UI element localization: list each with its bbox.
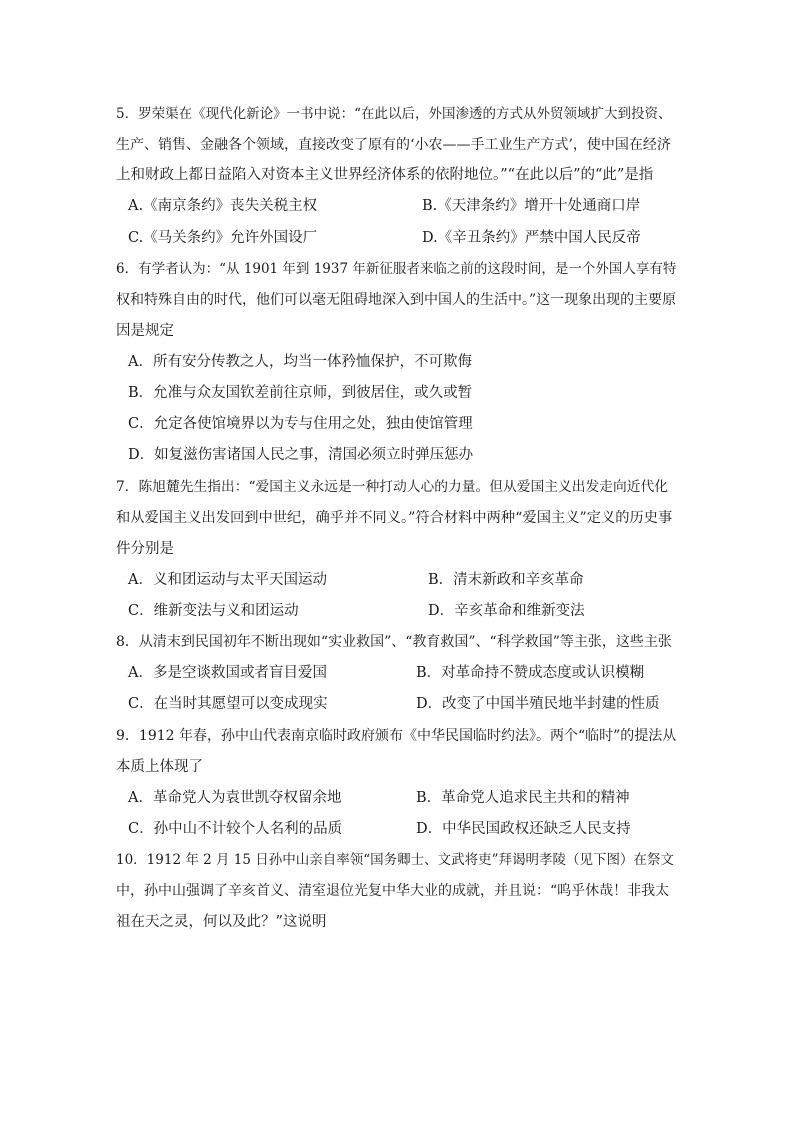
question-10-line-3: 祖在天之灵，何以及此？”这说明 — [116, 914, 327, 930]
question-9-option-d[interactable]: D．中华民国政权还缺乏人民支持 — [416, 821, 631, 837]
question-7-line-3: 件分别是 — [116, 541, 174, 557]
question-6-option-a[interactable]: A．所有安分传教之人，均当一体矜恤保护，不可欺侮 — [128, 354, 472, 370]
question-10-line-2: 中，孙中山强调了辛亥首义、清室退位光复中华大业的成就，并且说：“呜乎休哉！非我太 — [116, 883, 670, 899]
question-6-line-3: 因是规定 — [116, 323, 174, 339]
question-7-option-c[interactable]: C．维新变法与义和团运动 — [128, 603, 299, 619]
question-7-option-b[interactable]: B．清末新政和辛亥革命 — [428, 572, 584, 588]
question-8-option-a[interactable]: A．多是空谈救国或者盲目爱国 — [128, 665, 327, 681]
question-9-option-b[interactable]: B．革命党人追求民主共和的精神 — [416, 790, 630, 806]
question-7-line-1: 7．陈旭麓先生指出：“爱国主义永远是一种打动人心的力量。但从爱国主义出发走向近代化 — [116, 479, 669, 495]
question-9-line-2: 本质上体现了 — [116, 759, 203, 775]
question-6-option-b[interactable]: B．允准与众友国钦差前往京师，到彼居住，或久或暂 — [128, 385, 473, 401]
question-6-line-1: 6．有学者认为：“从 1901 年到 1937 年新征服者来临之前的这段时间，是一个外国人享有特 — [116, 261, 677, 277]
question-9-option-a[interactable]: A．革命党人为袁世凯夺权留余地 — [128, 790, 342, 806]
question-5-option-c[interactable]: C.《马关条约》允许外国设厂 — [128, 230, 318, 246]
question-9-option-c[interactable]: C．孙中山不计较个人名利的品质 — [128, 821, 343, 837]
question-5-line-1: 5．罗荣渠在《现代化新论》一书中说：“在此以后，外国渗透的方式从外贸领域扩大到投资、 — [116, 106, 672, 122]
question-6-option-c[interactable]: C．允定各使馆境界以为专与住用之处，独由使馆管理 — [128, 416, 473, 432]
question-5-option-b[interactable]: B.《天津条约》增开十处通商口岸 — [422, 198, 641, 214]
question-7-line-2: 和从爱国主义出发回到中世纪，确乎并不同义。”符合材料中两种“爱国主义”定义的历史事 — [116, 510, 673, 526]
question-5-option-a[interactable]: A.《南京条约》丧失关税主权 — [128, 198, 318, 214]
question-10-line-1: 10．1912 年 2 月 15 日孙中山亲自率领“国务卿士、文武将吏”拜谒明孝陵（见下图）在祭文 — [116, 852, 675, 868]
question-6-option-d[interactable]: D．如复滋伤害诸国人民之事，清国必须立时弹压惩办 — [128, 447, 474, 463]
question-7-option-a[interactable]: A．义和团运动与太平天国运动 — [128, 572, 327, 588]
question-7-option-d[interactable]: D．辛亥革命和维新变法 — [428, 603, 585, 619]
question-8-option-c[interactable]: C．在当时其愿望可以变成现实 — [128, 696, 328, 712]
question-6-line-2: 权和特殊自由的时代，他们可以毫无阻碍地深入到中国人的生活中。”这一现象出现的主要原 — [116, 292, 677, 308]
question-8-option-b[interactable]: B．对革命持不赞成态度或认识模糊 — [416, 665, 645, 681]
question-5-line-2: 生产、销售、金融各个领域，直接改变了原有的‘小农——手工业生产方式’，使中国在经济 — [116, 137, 671, 153]
question-5-line-3: 上和财政上都日益陷入对资本主义世界经济体系的依附地位。”“在此以后”的“此”是指 — [116, 167, 654, 183]
question-8-line-1: 8．从清末到民国初年不断出现如“实业救国”、“教育救国”、“科学救国”等主张，这些主张 — [116, 634, 672, 650]
question-5-option-d[interactable]: D.《辛丑条约》严禁中国人民反帝 — [422, 230, 641, 246]
question-9-line-1: 9．1912 年春，孙中山代表南京临时政府颁布《中华民国临时约法》。两个“临时”的提法从 — [116, 728, 677, 744]
question-8-option-d[interactable]: D．改变了中国半殖民地半封建的性质 — [416, 696, 660, 712]
